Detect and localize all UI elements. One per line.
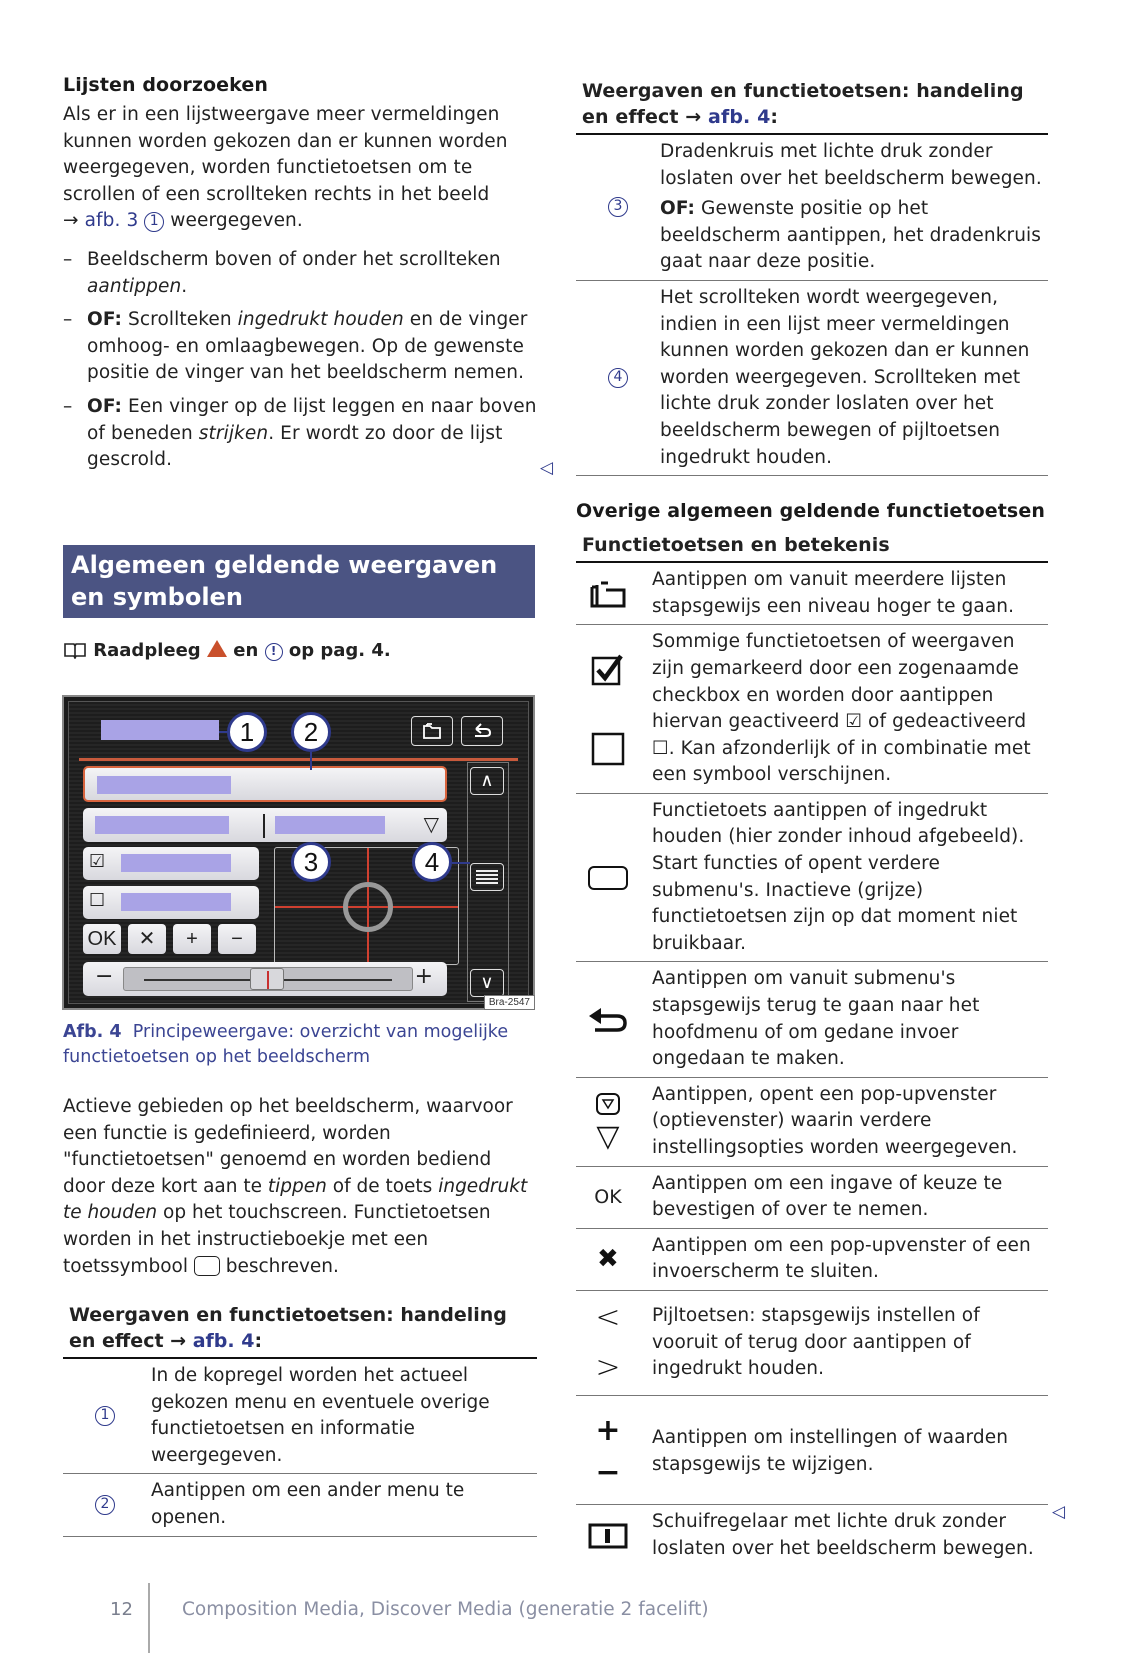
- back-button[interactable]: [461, 716, 503, 746]
- list-item: – Beeldscherm boven of onder het scrollteken aantippen.: [63, 247, 537, 300]
- list-item: – OF: Een vinger op de lijst leggen en naar boven of beneden strijken. Er wordt zo door de lijst gescrold.: [63, 394, 537, 474]
- table-title: Functietoetsen en betekenis: [576, 532, 1048, 563]
- folder-up-icon: [576, 567, 640, 620]
- callout-2: 2: [291, 712, 331, 752]
- page-number: 12: [110, 1599, 133, 1620]
- table-row: 2 Aantippen om een ander menu te openen.: [63, 1474, 537, 1536]
- plus-minus-icon: + −: [595, 1412, 621, 1490]
- figure-ref-link[interactable]: afb. 4: [708, 106, 771, 128]
- function-keys-section: [576, 498, 1048, 1566]
- notice-icon: !: [265, 643, 283, 661]
- table-row: + − Aantippen om instellingen of waarden stapsgewijs te wijzigen.: [576, 1396, 1048, 1505]
- section-heading-lijsten: Lijsten doorzoeken: [63, 74, 268, 96]
- section-heading-overige: Overige algemeen geldende functietoetsen: [576, 500, 1045, 523]
- slider-icon: [576, 1509, 640, 1562]
- table-row: Sommige functietoetsen of weergaven zijn gemarkeerd door een zogenaamde checkbox en worden door aantippen hiervan geactiveerd ☑ of gedeactiveerd ☐. Kan afzonderlijk of in combinatie met een symbool verschijnen.: [576, 625, 1048, 794]
- left-column: [63, 72, 537, 481]
- footer-divider: [148, 1583, 150, 1653]
- scrollbar[interactable]: [467, 762, 509, 1002]
- book-icon: [63, 641, 87, 664]
- arrow-keys-icon: < >: [595, 1299, 621, 1385]
- table-title: Weergaven en functietoetsen: handeling en effect → afb. 4:: [63, 1302, 537, 1359]
- table-row: < > Pijltoetsen: stapsgewijs instellen of vooruit of terug door aantippen of ingedrukt houden.: [576, 1291, 1048, 1396]
- folder-icon: [420, 721, 444, 741]
- section-end-mark: ◁: [1052, 1502, 1066, 1522]
- close-icon: ✖: [597, 1244, 619, 1275]
- checkbox-unchecked-icon: ☐: [89, 890, 106, 911]
- checkbox-unchecked-row[interactable]: [83, 886, 259, 919]
- dropdown-arrow-icon: ▽: [423, 812, 439, 836]
- intro-paragraph: Als er in een lijstweergave meer vermeldingen kunnen worden gekozen dan er kunnen worden weergegeven, worden functietoetsen om te scrollen of een scrollteken rechts in het beeld → afb. 3 1 weergegeven.: [63, 104, 508, 232]
- table-row: 3 Dradenkruis met lichte druk zonder loslaten over het beeldscherm bewegen. OF: Gewenste positie op het beeldscherm aantippen, het dradenkruis gaat naar deze positie.: [576, 135, 1048, 281]
- slider-control[interactable]: − +: [83, 962, 447, 996]
- close-key[interactable]: ✕: [128, 924, 166, 954]
- back-arrow-icon: [470, 721, 494, 741]
- checkbox-checked-row[interactable]: [83, 847, 259, 880]
- scroll-thumb[interactable]: [470, 863, 504, 891]
- back-arrow-icon: [576, 966, 640, 1072]
- key-symbol-icon: [194, 1256, 220, 1276]
- figure-caption: Afb. 4 Principeweergave: overzicht van mogelijke functietoetsen op het beeldscherm: [63, 1022, 509, 1067]
- dropdown-button-icon: [595, 1092, 621, 1116]
- screen-illustration: [62, 695, 535, 1010]
- callout-2-icon: 2: [95, 1495, 115, 1515]
- table-row: Aantippen om vanuit submenu's stapsgewijs terug te gaan naar het hoofdmenu of om gedane invoer ongedaan te maken.: [576, 962, 1048, 1077]
- manual-title: Composition Media, Discover Media (generatie 2 facelift): [182, 1599, 709, 1620]
- table-row: Functietoets aantippen of ingedrukt houden (hier zonder inhoud afgebeeld). Start functies of opent verdere submenu's. Inactieve (grijze) functietoetsen zijn op dat moment niet bruikbaar.: [576, 794, 1048, 963]
- crosshair-icon: [343, 882, 393, 932]
- ok-icon: OK: [594, 1185, 622, 1208]
- right-column: [576, 78, 1048, 1566]
- table-row: 4 Het scrollteken wordt weergegeven, indien in een lijst meer vermeldingen kunnen worden gekozen dan er kunnen worden weergegeven. Scrollteken met lichte druk zonder loslaten over het beeldscherm bewegen of pijltoetsen ingedrukt houden.: [576, 281, 1048, 476]
- list-item: – OF: Scrollteken ingedrukt houden en de vinger omhoog- en omlaagbewegen. Op de gewenste positie de vinger van het beeldscherm nemen.: [63, 307, 537, 387]
- table-row: ✖ Aantippen om een pop-upvenster of een invoerscherm te sluiten.: [576, 1229, 1048, 1291]
- scroll-down-button[interactable]: ∨: [470, 969, 504, 997]
- dropdown-field[interactable]: [83, 808, 447, 842]
- plus-key[interactable]: +: [173, 924, 211, 954]
- scroll-up-button[interactable]: ∧: [470, 767, 504, 795]
- table-title: Weergaven en functietoetsen: handeling en effect → afb. 4:: [576, 78, 1048, 135]
- section-banner: Algemeen geldende weergaven en symbolen: [63, 545, 535, 618]
- figure-ref-link[interactable]: afb. 3: [84, 210, 139, 232]
- right-effects-table: [576, 78, 1048, 476]
- figure-id-tag: Bra-2547: [484, 995, 535, 1010]
- checkbox-checked-icon: [591, 652, 625, 686]
- figure-ref-link[interactable]: afb. 4: [192, 1330, 255, 1352]
- table-row: ▽ Aantippen, opent een pop-upvenster (optievenster) waarin verdere instellingsopties worden weergegeven.: [576, 1078, 1048, 1167]
- minus-key[interactable]: −: [218, 924, 256, 954]
- callout-1-icon: 1: [95, 1406, 115, 1426]
- callout-4-icon: 4: [608, 368, 628, 388]
- header-divider: [79, 758, 518, 761]
- section-end-mark: ◁: [540, 458, 554, 478]
- dropdown-icon: ▽: [596, 1118, 620, 1154]
- checkbox-checked-icon: ☑: [89, 851, 106, 872]
- callout-3: 3: [291, 842, 331, 882]
- checkbox-unchecked-icon: [591, 732, 625, 766]
- table-row: OK Aantippen om een ingave of keuze te bevestigen of over te nemen.: [576, 1167, 1048, 1229]
- warning-icon: [207, 640, 227, 657]
- callout-ref-1: 1: [144, 212, 164, 232]
- consult-line: Raadpleeg en ! op pag. 4.: [63, 640, 391, 664]
- instruction-list: [63, 247, 537, 474]
- function-keys-paragraph: Actieve gebieden op het beeldscherm, waarvoor een functie is gedefinieerd, worden "functietoetsen" genoemd en worden bediend door deze kort aan te tippen of de toets ingedrukt te houden op het touchscreen. Functietoetsen worden in het instructieboekje met een toetssymbool beschreven.: [63, 1096, 528, 1277]
- callout-4: 4: [412, 842, 452, 882]
- list-item-selected[interactable]: [83, 766, 447, 802]
- left-effects-table: [63, 1302, 537, 1537]
- callout-3-icon: 3: [608, 197, 628, 217]
- table-row: 1 In de kopregel worden het actueel gekozen menu en eventuele overige functietoetsen en informatie weergegeven.: [63, 1359, 537, 1474]
- slider-handle[interactable]: [250, 968, 284, 990]
- table-row: Schuifregelaar met lichte druk zonder loslaten over het beeldscherm bewegen.: [576, 1505, 1048, 1566]
- folder-up-button[interactable]: [411, 716, 453, 746]
- callout-1: 1: [227, 712, 267, 752]
- header-title-placeholder: [101, 720, 219, 740]
- page-footer: [0, 1583, 1141, 1653]
- table-row: Aantippen om vanuit meerdere lijsten stapsgewijs een niveau hoger te gaan.: [576, 563, 1048, 625]
- ok-key[interactable]: OK: [83, 924, 121, 954]
- function-key-icon: [576, 798, 640, 958]
